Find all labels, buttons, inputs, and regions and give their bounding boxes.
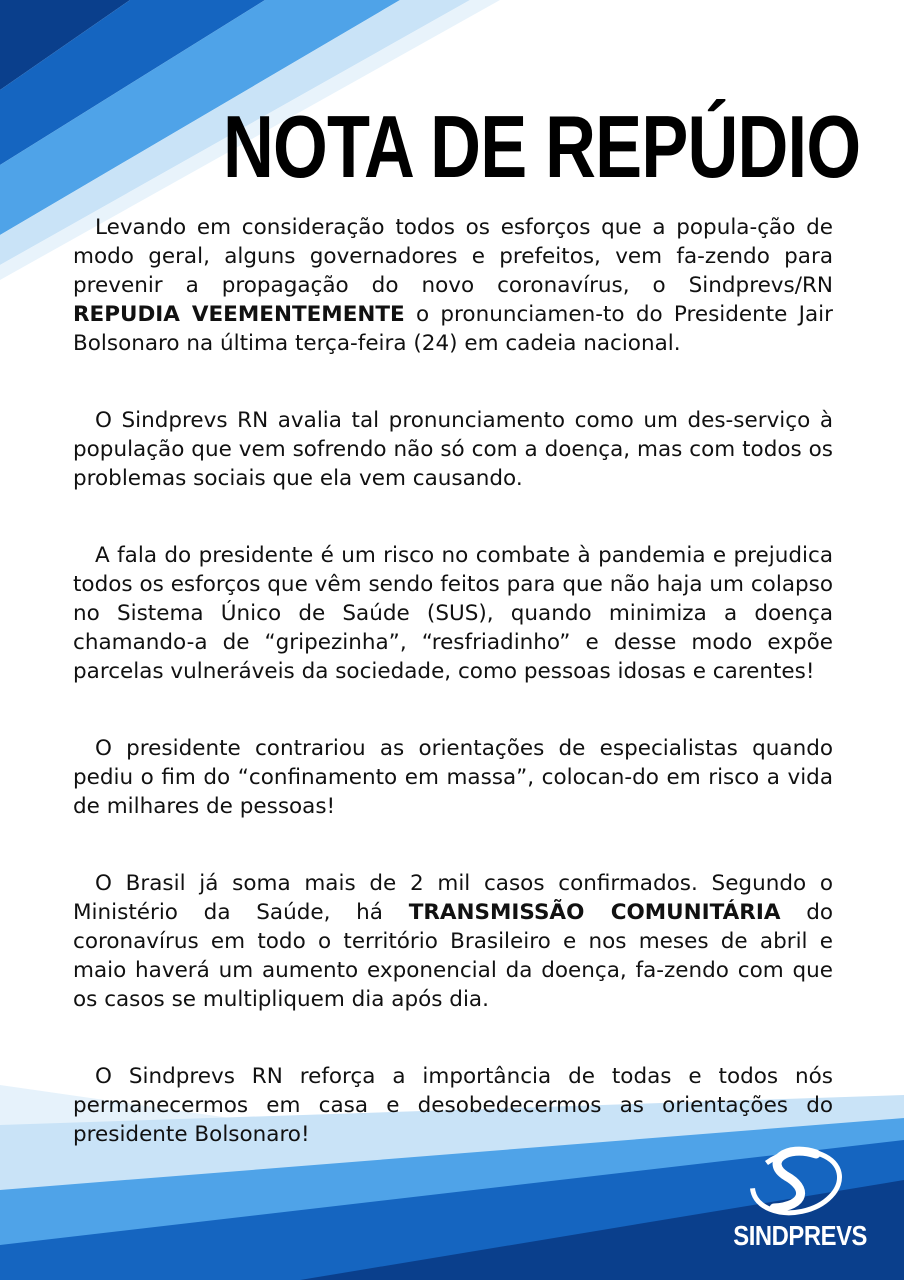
- sindprevs-logo-text: SINDPREVS: [733, 1220, 867, 1251]
- paragraph-5-text-after: do coronavírus em todo o território Brasileiro e nos meses de abril e maio haverá um aumento exponencial da doença, fa-zendo com que os casos se multipliquem dia após dia.: [73, 900, 834, 1012]
- paragraph-1-text-before: Levando em consideração todos os esforços que a popula-ção de modo geral, alguns governadores e prefeitos, vem fa-zendo para prevenir a propagação do novo coronavírus, o Sindprevs/RN: [73, 215, 833, 298]
- paragraph-6: O Sindprevs RN reforça a importância de todas e todos nós permanecermos em casa e desobedecermos as orientações do presidente Bolsonaro!: [73, 1064, 833, 1147]
- sindprevs-s-icon: [746, 1140, 846, 1220]
- paragraph-1-text-after: o pronunciamen-to do Presidente Jair Bolsonaro na última terça-feira (24) em cadeia nacional.: [73, 302, 833, 356]
- paragraph-1: [73, 213, 833, 358]
- paragraph-3: A fala do presidente é um risco no combate à pandemia e prejudica todos os esforços que vêm sendo feitos para que não haja um colapso no Sistema Único de Saúde (SUS), quando minimiza a doença chamando-a de “gripezinha”, “resfriadinho” e desse modo expõe parcelas vulneráveis da sociedade, como pessoas idosas e carentes!: [73, 543, 833, 684]
- paragraph-4: O presidente contrariou as orientações de especialistas quando pediu o fim do “confinamento em massa”, colocan-do em risco a vida de milhares de pessoas!: [73, 736, 833, 819]
- paragraph-1-emphasis: REPUDIA VEEMENTEMENTE: [73, 302, 405, 327]
- paragraph-5: [73, 869, 833, 1014]
- sindprevs-logo: [722, 1140, 872, 1260]
- document-body: [73, 213, 833, 1149]
- paragraph-5-text-before: O Brasil já soma mais de 2 mil casos confirmados. Segundo o Ministério da Saúde, há: [73, 871, 833, 925]
- paragraph-2: O Sindprevs RN avalia tal pronunciamento como um des-serviço à população que vem sofrendo não só com a doença, mas com todos os problemas sociais que ela vem causando.: [73, 408, 833, 491]
- page-title: NOTA DE REPÚDIO: [223, 97, 861, 196]
- paragraph-5-emphasis: TRANSMISSÃO COMUNITÁRIA: [408, 900, 781, 925]
